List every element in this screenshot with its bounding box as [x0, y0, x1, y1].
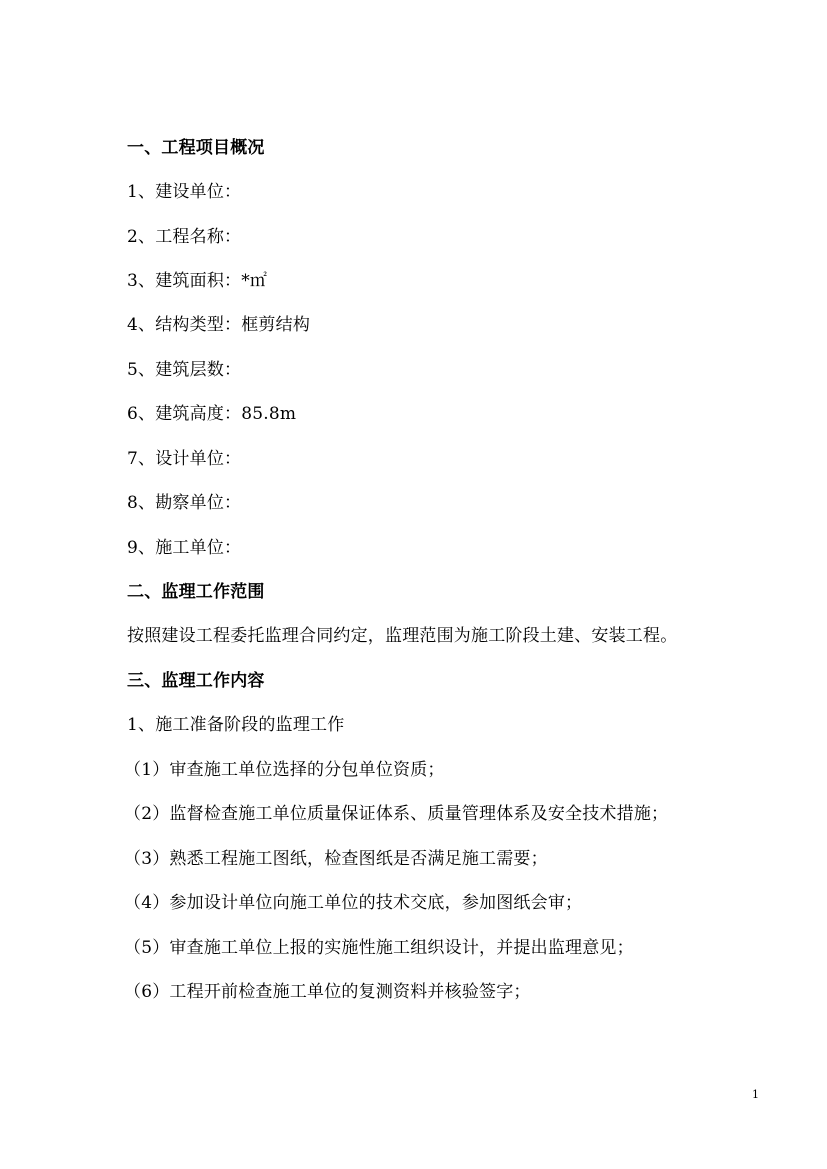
- overview-item-3: 3、建筑面积：*㎡: [127, 271, 268, 291]
- content-item-2: （2）监督检查施工单位质量保证体系、质量管理体系及安全技术措施；: [124, 804, 669, 824]
- content-item-3: （3）熟悉工程施工图纸，检查图纸是否满足施工需要；: [124, 849, 548, 869]
- overview-item-5: 5、建筑层数：: [127, 360, 242, 380]
- preparation-stage-subheading: 1、施工准备阶段的监理工作: [127, 715, 345, 735]
- content-item-1: （1）审查施工单位选择的分包单位资质；: [124, 760, 445, 780]
- overview-item-8: 8、勘察单位：: [127, 493, 242, 513]
- page-number: 1: [752, 1088, 759, 1101]
- content-item-4: （4）参加设计单位向施工单位的技术交底，参加图纸会审；: [124, 893, 583, 913]
- content-item-6: （6）工程开前检查施工单位的复测资料并核验签字；: [124, 982, 531, 1002]
- overview-item-7: 7、设计单位：: [127, 449, 242, 469]
- section-1-heading: 一、工程项目概况: [127, 138, 265, 158]
- overview-item-1: 1、建设单位：: [127, 182, 242, 202]
- content-item-5: （5）审查施工单位上报的实施性施工组织设计，并提出监理意见；: [124, 938, 634, 958]
- overview-item-9: 9、施工单位：: [127, 538, 242, 558]
- section-3-heading: 三、监理工作内容: [127, 671, 265, 691]
- overview-item-6: 6、建筑高度：85.8m: [127, 404, 297, 424]
- overview-item-4: 4、结构类型：框剪结构: [127, 315, 311, 335]
- section-2-heading: 二、监理工作范围: [127, 582, 265, 602]
- overview-item-2: 2、工程名称：: [127, 227, 242, 247]
- scope-paragraph: 按照建设工程委托监理合同约定，监理范围为施工阶段土建、安装工程。: [127, 626, 678, 646]
